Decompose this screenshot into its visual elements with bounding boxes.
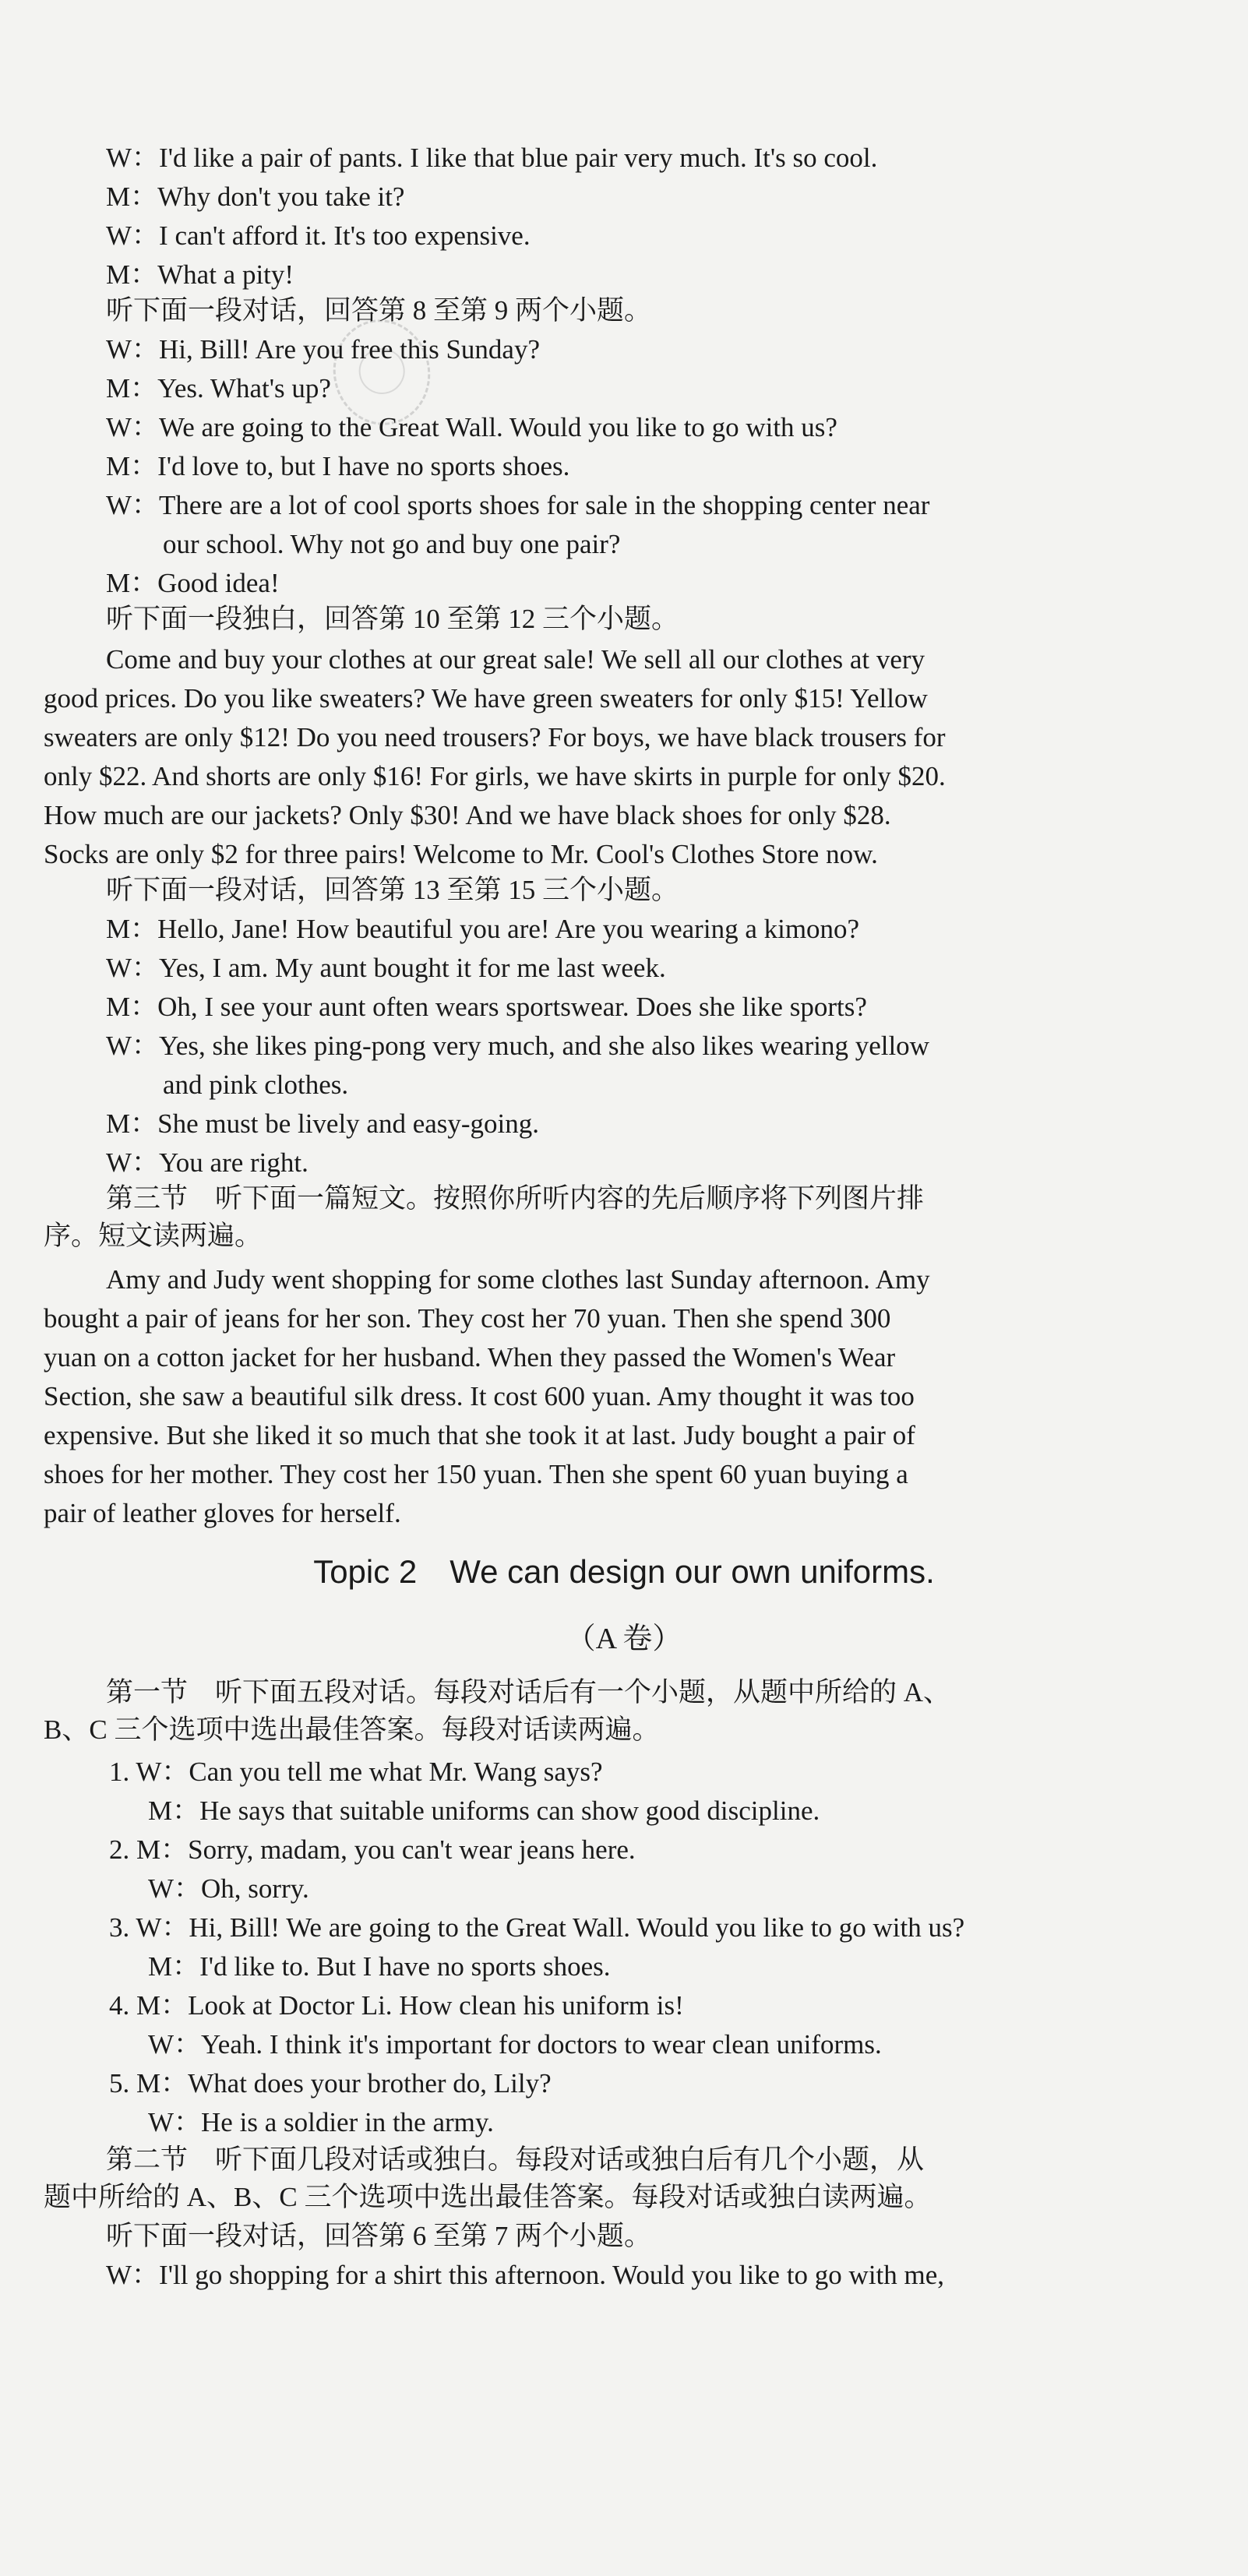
question-line: W：Yeah. I think it's important for doctors to wear clean uniforms. (148, 2029, 882, 2060)
dialogue-line: M：What a pity! (106, 259, 294, 290)
dialogue-line: M：Yes. What's up? (106, 373, 331, 403)
question-line: M：He says that suitable uniforms can show good discipline. (148, 1795, 820, 1826)
monologue-line: Socks are only $2 for three pairs! Welcome to Mr. Cool's Clothes Store now. (44, 839, 878, 869)
dialogue-line: W：I'd like a pair of pants. I like that blue pair very much. It's so cool. (106, 143, 878, 173)
passage-line: pair of leather gloves for herself. (44, 1498, 401, 1528)
dialogue-line: our school. Why not go and buy one pair? (163, 529, 621, 559)
dialogue-line: W：You are right. (106, 1147, 308, 1178)
section-instruction: 听下面一段独白，回答第 10 至第 12 三个小题。 (106, 604, 679, 634)
question-line: 3. W：Hi, Bill! We are going to the Great Wall. Would you like to go with us? (109, 1912, 965, 1943)
dialogue-line: M：Oh, I see your aunt often wears sportswear. Does she like sports? (106, 992, 867, 1022)
dialogue-line: M：Hello, Jane! How beautiful you are! Are you wearing a kimono? (106, 914, 860, 944)
dialogue-line: W：I can't afford it. It's too expensive. (106, 220, 531, 251)
monologue-line: How much are our jackets? Only $30! And we have black shoes for only $28. (44, 800, 891, 830)
monologue-line: only $22. And shorts are only $16! For girls, we have skirts in purple for only $20. (44, 761, 946, 791)
question-line: W：He is a soldier in the army. (148, 2107, 494, 2137)
monologue-line: good prices. Do you like sweaters? We have green sweaters for only $15! Yellow (44, 683, 928, 714)
dialogue-line: M：Why don't you take it? (106, 181, 405, 212)
dialogue-line: W：Yes, I am. My aunt bought it for me last week. (106, 953, 666, 983)
section-heading: 第二节 听下面几段对话或独白。每段对话或独白后有几个小题，从 (106, 2144, 925, 2175)
passage-line: Amy and Judy went shopping for some clothes last Sunday afternoon. Amy (106, 1264, 930, 1295)
dialogue-line: M：Good idea! (106, 568, 280, 598)
dialogue-line: W：There are a lot of cool sports shoes for sale in the shopping center near (106, 490, 930, 520)
dialogue-line: W：Yes, she likes ping-pong very much, and she also likes wearing yellow (106, 1031, 929, 1061)
section-heading: 第一节 听下面五段对话。每段对话后有一个小题，从题中所给的 A、 (106, 1677, 951, 1707)
passage-line: bought a pair of jeans for her son. They cost her 70 yuan. Then she spend 300 (44, 1303, 891, 1334)
question-line: M：I'd like to. But I have no sports shoes. (148, 1951, 611, 1982)
dialogue-line: W：Hi, Bill! Are you free this Sunday? (106, 334, 540, 365)
monologue-line: sweaters are only $12! Do you need trousers? For boys, we have black trousers for (44, 722, 946, 752)
monologue-line: Come and buy your clothes at our great sale! We sell all our clothes at very (106, 644, 925, 675)
dialogue-line: M：She must be lively and easy-going. (106, 1108, 540, 1139)
passage-line: Section, she saw a beautiful silk dress. It cost 600 yuan. Amy thought it was too (44, 1381, 915, 1411)
question-line: 4. M：Look at Doctor Li. How clean his uniform is! (109, 1990, 684, 2021)
section-heading: 序。短文读两遍。 (44, 1221, 263, 1251)
section-instruction: 听下面一段对话，回答第 6 至第 7 两个小题。 (106, 2221, 652, 2251)
passage-line: shoes for her mother. They cost her 150 yuan. Then she spent 60 yuan buying a (44, 1459, 908, 1489)
dialogue-line: and pink clothes. (163, 1070, 349, 1100)
passage-line: yuan on a cotton jacket for her husband. When they passed the Women's Wear (44, 1342, 896, 1373)
section-heading: B、C 三个选项中选出最佳答案。每段对话读两遍。 (44, 1714, 660, 1745)
section-heading: 第三节 听下面一篇短文。按照你所听内容的先后顺序将下列图片排 (106, 1183, 925, 1214)
dialogue-line: W：I'll go shopping for a shirt this afternoon. Would you like to go with me, (106, 2260, 945, 2290)
section-instruction: 听下面一段对话，回答第 13 至第 15 三个小题。 (106, 875, 679, 905)
question-line: 2. M：Sorry, madam, you can't wear jeans here. (109, 1834, 636, 1865)
question-line: W：Oh, sorry. (148, 1873, 309, 1904)
section-heading: 题中所给的 A、B、C 三个选项中选出最佳答案。每段对话或独白读两遍。 (44, 2182, 932, 2212)
topic-title: Topic 2 We can design our own uniforms. (313, 1553, 935, 1590)
dialogue-line: W：We are going to the Great Wall. Would you like to go with us? (106, 412, 837, 442)
question-line: 1. W：Can you tell me what Mr. Wang says? (109, 1757, 603, 1787)
question-line: 5. M：What does your brother do, Lily? (109, 2068, 552, 2099)
section-label: （A 卷） (566, 1623, 682, 1655)
dialogue-line: M：I'd love to, but I have no sports shoes. (106, 451, 570, 481)
section-instruction: 听下面一段对话，回答第 8 至第 9 两个小题。 (106, 295, 652, 326)
passage-line: expensive. But she liked it so much that she took it at last. Judy bought a pair of (44, 1420, 915, 1450)
